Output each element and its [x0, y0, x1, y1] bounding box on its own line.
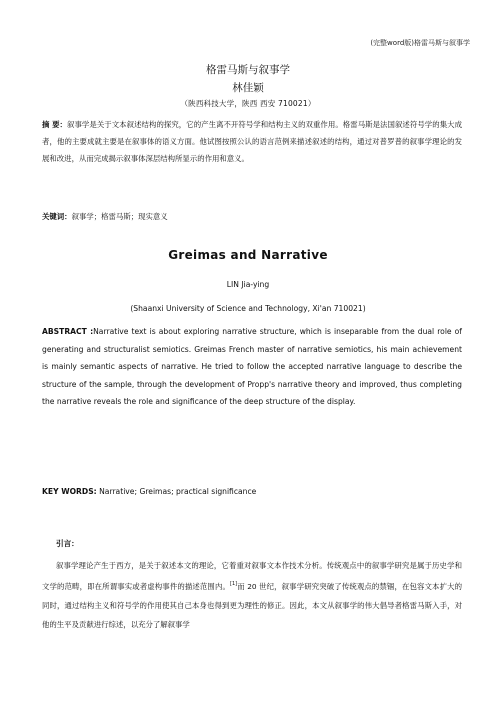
english-keywords-text: Narrative; Greimas; practical significance	[96, 487, 257, 496]
english-affiliation: (Shaanxi University of Science and Technology, Xi'an 710021)	[130, 304, 366, 313]
english-abstract-text: Narrative text is about exploring narrative structure, which is inseparable from the dual role of generating and structuralist semiotics. Greimas French master of narrative semiotics, his main achievement is mainly semantic aspects of narrative. He tried to follow the accepted narrative language to describe the structure of the sample, through the development of Propp's narrative theory and improved, thus completing the narrative reveals the role and significance of the deep structure of the display.	[42, 327, 462, 407]
running-header: (完整word版)格雷马斯与叙事学	[370, 39, 470, 47]
chinese-keywords	[42, 209, 462, 226]
english-abstract	[42, 323, 462, 411]
chinese-author: 林佳颖	[232, 82, 264, 94]
english-keywords	[42, 484, 462, 501]
chinese-abstract-text: 叙事学是关于文本叙述结构的探究，它的产生离不开符号学和结构主义的双重作用。格雷马斯是法国叙述符号学的集大成者，他的主要成就主要是在叙事体的语义方面。他试图按照公认的语言范例来描述叙述的结构，通过对普罗普的叙事学理论的发展和改进，从而完成揭示叙事体深层结构所显示的作用和意义。	[42, 120, 462, 163]
chinese-affiliation: （陕西科技大学，陕西 西安 710021）	[180, 99, 316, 108]
chinese-keywords-label: 关键词：	[42, 212, 72, 221]
citation-ref: [1]	[230, 581, 238, 587]
intro-text-b: 而 20 世纪，叙事学研究突破了传统观点的禁锢，在包容文本扩大的同时，通过结构主义和符号学的作用使其自己本身也得到更为理性的修正。因此，本文从叙事学的伟大倡导者格雷马斯入手，对他的生平及贡献进行综述，以充分了解叙事学	[42, 582, 462, 629]
chinese-abstract-label: 摘 要：	[42, 120, 67, 129]
intro-paragraph	[42, 556, 462, 634]
english-abstract-label: ABSTRACT :	[42, 327, 94, 336]
intro-heading: 引言：	[56, 539, 79, 548]
chinese-abstract	[42, 117, 462, 167]
english-title: Greimas and Narrative	[168, 248, 328, 262]
english-keywords-label: KEY WORDS:	[42, 487, 97, 496]
chinese-keywords-text: 叙事学；格雷马斯；现实意义	[71, 212, 168, 221]
intro-text-a: 叙事学理论产生于西方，是关于叙述本文的理论，它着重对叙事文本作技术分析。传统观点中的叙事学研究是属于历史学和文学的范畴，即在所谓事实或者虚构事件的描述范围内。	[42, 561, 462, 591]
chinese-title: 格雷马斯与叙事学	[206, 64, 290, 76]
english-author: LIN Jia-ying	[226, 280, 270, 289]
